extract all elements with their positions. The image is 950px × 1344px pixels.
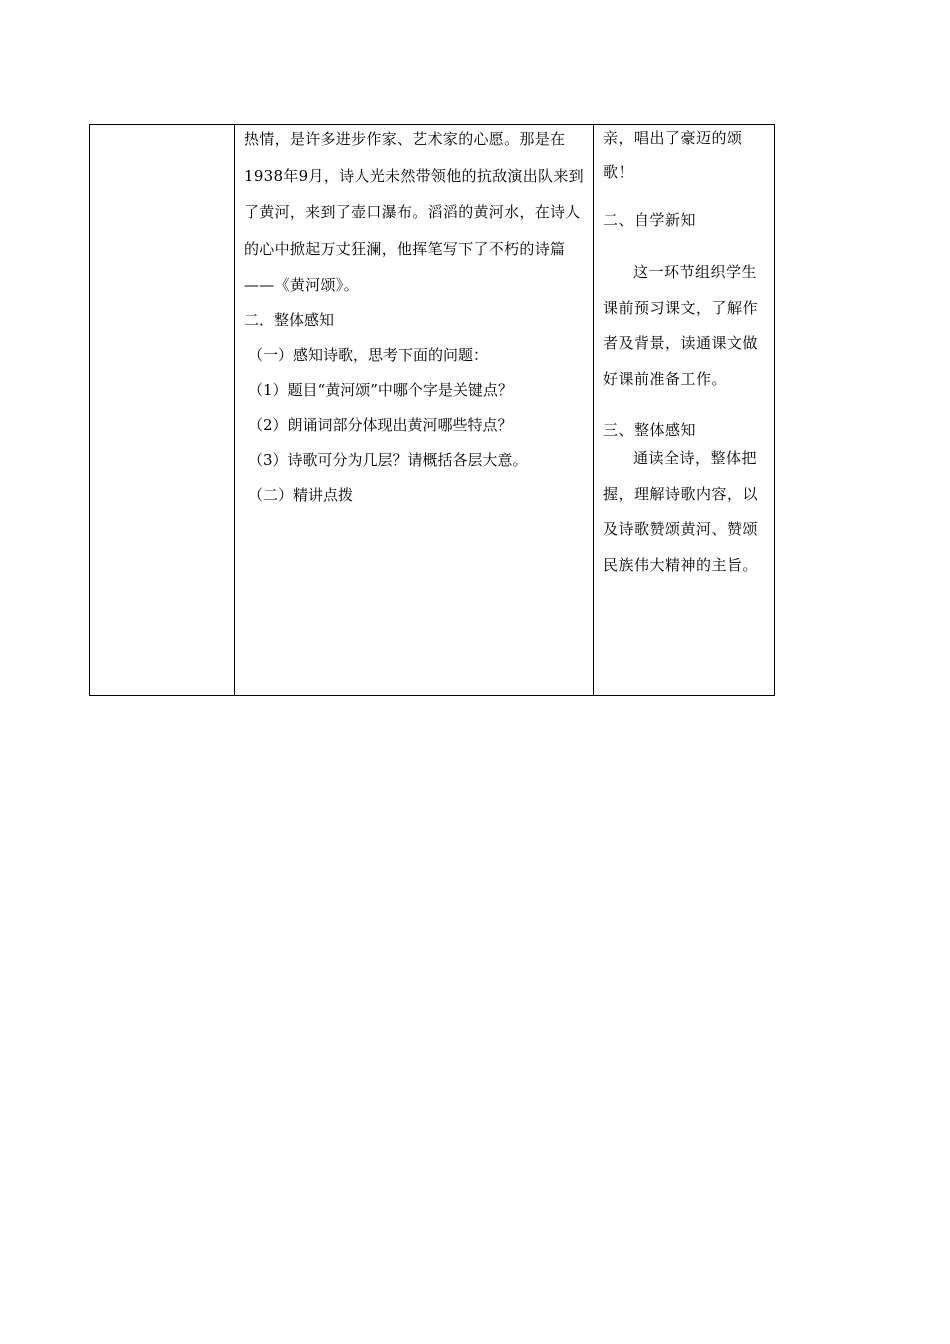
- subsection-perceive-poem: （一）感知诗歌，思考下面的问题：: [248, 345, 489, 364]
- heading-overall-perception: 三、整体感知: [603, 421, 697, 439]
- self-study-body: 这一环节组织学生课前预习课文，了解作者及背景，读通课文做好课前准备工作。: [603, 263, 759, 388]
- section-heading-overall-perception: 二．整体感知: [244, 310, 335, 329]
- table-left-column: [90, 125, 235, 695]
- heading-self-study: 二、自学新知: [603, 211, 697, 229]
- intro-paragraph: 热情，是许多进步作家、艺术家的心愿。那是在1938年9月，诗人光未然带领他的抗敌演出队来到了黄河，来到了壶口瀑布。滔滔的黄河水，在诗人的心中掀起万丈狂澜，他挥笔写下了不朽的诗篇——《黄河颂》。: [244, 130, 584, 294]
- table-middle-column: [235, 125, 594, 695]
- question-item: （3）诗歌可分为几层？请概括各层大意。: [248, 450, 528, 469]
- question-item: （2）朗诵词部分体现出黄河哪些特点？: [248, 415, 513, 434]
- overall-perception-body: 通读全诗，整体把握，理解诗歌内容，以及诗歌赞颂黄河、赞颂民族伟大精神的主旨。: [603, 449, 759, 574]
- continuation-text: 亲，唱出了豪迈的颂歌！: [603, 129, 743, 181]
- question-item: （1）题目“黄河颂”中哪个字是关键点？: [248, 380, 513, 399]
- table-right-column: [594, 125, 774, 695]
- lesson-plan-table: [89, 124, 775, 696]
- subsection-key-points: （二）精讲点拨: [248, 485, 354, 504]
